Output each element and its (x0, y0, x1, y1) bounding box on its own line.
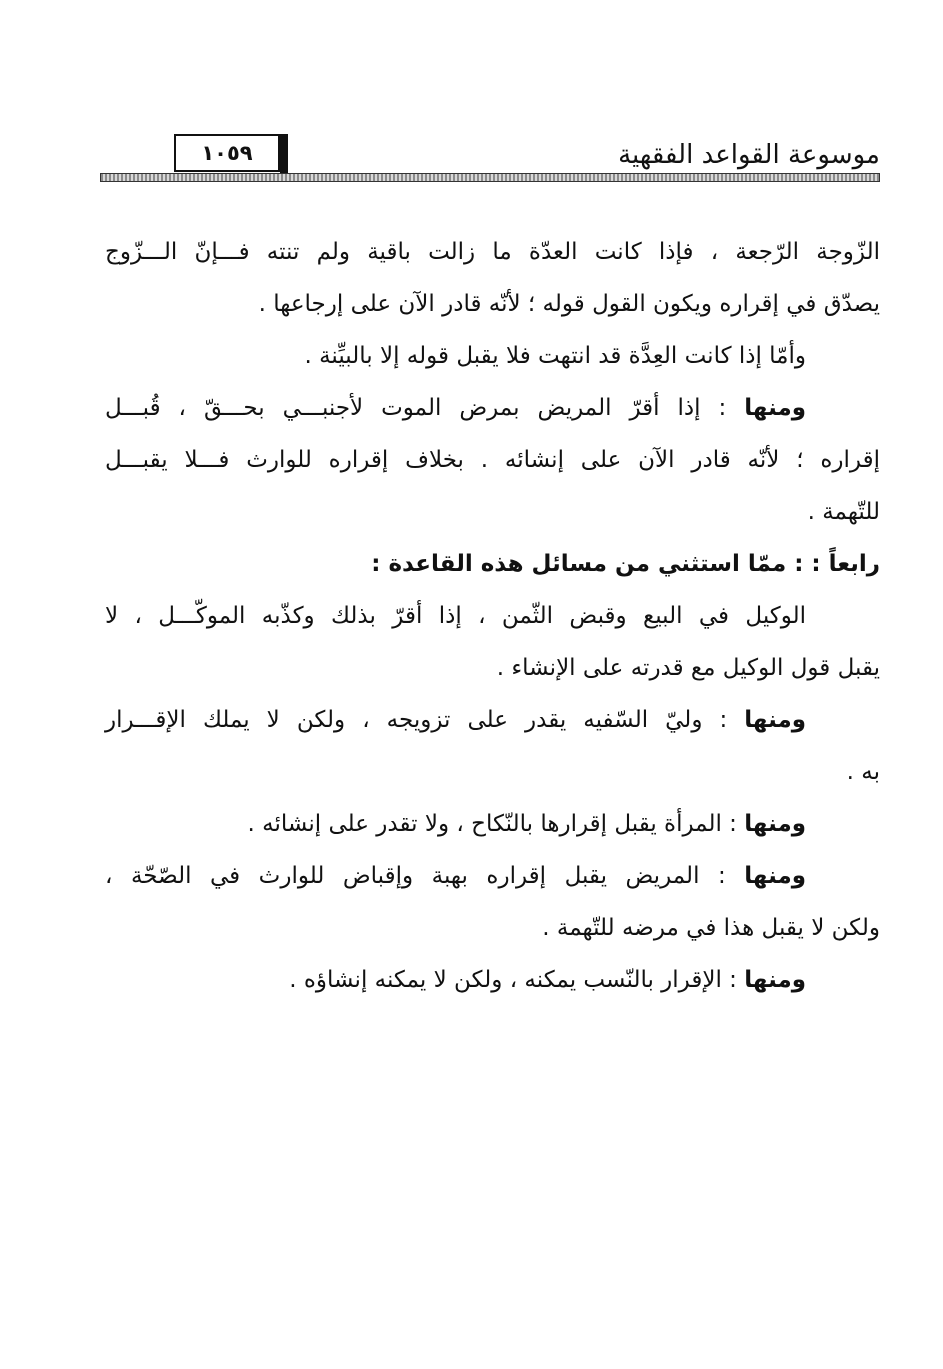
paragraph-line (105, 850, 880, 902)
keyword-label: ومنها (744, 863, 806, 889)
page-body (105, 226, 880, 1006)
page-header (100, 128, 880, 184)
line-text: : وليّ السّفيه يقدر على تزويجه ، ولكن لا يملك الإقـــرار (105, 707, 745, 733)
paragraph-line: إقراره ؛ لأنّه قادر الآن على إنشائه . بخلاف إقراره للوارث فـــلا يقبـــل (105, 447, 880, 473)
paragraph-line: الزّوجة الرّجعة ، فإذا كانت العدّة ما زالت باقية ولم تنته فـــإنّ الـــزّوج (105, 239, 880, 265)
paragraph-line (105, 694, 880, 746)
page-number-shadow (280, 134, 288, 176)
paragraph-line: ولكن لا يقبل هذا في مرضه للتّهمة . (542, 915, 880, 941)
line-text: : الإقرار بالنّسب يمكنه ، ولكن لا يمكنه إنشاؤه . (289, 967, 745, 993)
paragraph-line (105, 798, 880, 850)
section-heading: رابعاً : : ممّا استثني من مسائل هذه القاعدة : (371, 551, 880, 577)
header-rule (100, 173, 880, 182)
line-text: : المرأة يقبل إقرارها بالنّكاح ، ولا تقدر على إنشائه . (247, 811, 745, 837)
paragraph-line: به . (846, 759, 880, 785)
line-text: : إذا أقرّ المريض بمرض الموت لأجنبـــي بحـــقّ ، قُبـــل (105, 395, 745, 421)
keyword-label: ومنها (744, 395, 806, 421)
paragraph-line: يصدّق في إقراره ويكون القول قوله ؛ لأنّه قادر الآن على إرجاعها . (258, 291, 880, 317)
keyword-label: ومنها (744, 967, 806, 993)
paragraph-line: يقبل قول الوكيل مع قدرته على الإنشاء . (496, 655, 880, 681)
keyword-label: ومنها (744, 707, 806, 733)
line-text: : المريض يقبل إقراره بهبة وإقباض للوارث في الصّحّة ، (105, 863, 745, 889)
paragraph-line: وأمّا إذا كانت العِدَّة قد انتهت فلا يقبل قوله إلا بالبيِّنة . (304, 343, 806, 369)
paragraph-line: الوكيل في البيع وقبض الثّمن ، إذا أقرّ بذلك وكذّبه الموكّـــل ، لا (105, 603, 806, 629)
keyword-label: ومنها (744, 811, 806, 837)
page-number: ١٠٥٩ (174, 134, 280, 172)
paragraph-line (105, 382, 880, 434)
paragraph-line: للتّهمة . (807, 499, 880, 525)
book-title: موسوعة القواعد الفقهية (618, 140, 880, 170)
paragraph-line (105, 954, 880, 1006)
